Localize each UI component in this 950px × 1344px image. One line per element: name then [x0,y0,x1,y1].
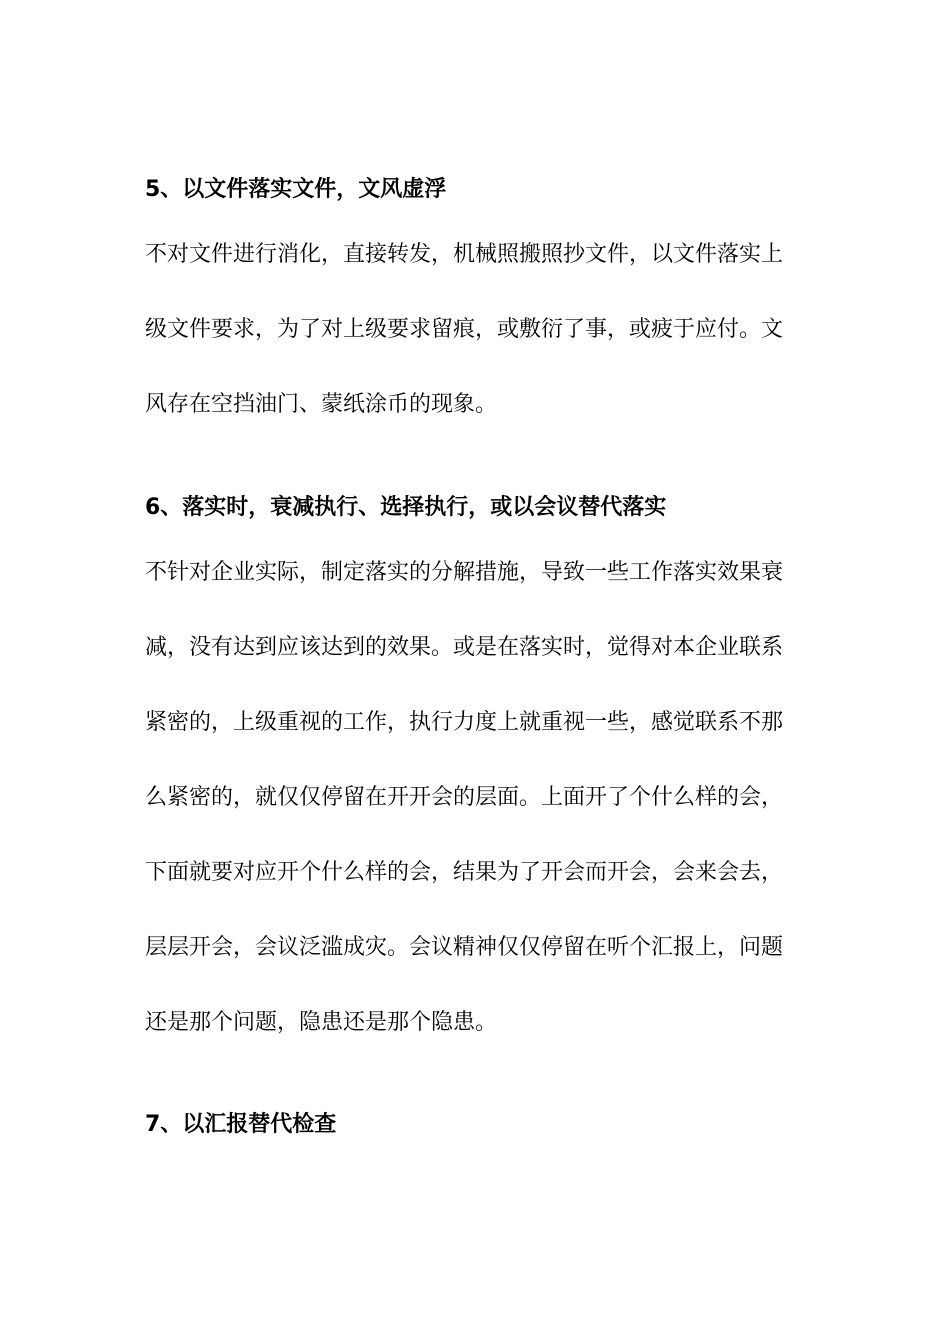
paragraph-line: 还是那个问题，隐患还是那个隐患。 [145,1010,498,1035]
paragraph-line: 层层开会，会议泛滥成灾。会议精神仅仅停留在听个汇报上，问题 [145,935,784,960]
section-heading-6: 6、落实时，衰减执行、选择执行，或以会议替代落实 [145,495,667,520]
paragraph-line: 减，没有达到应该达到的效果。或是在落实时，觉得对本企业联系 [145,635,784,660]
paragraph-line: 不针对企业实际，制定落实的分解措施，导致一些工作落实效果衰 [145,560,784,585]
paragraph-line: 级文件要求，为了对上级要求留痕，或敷衍了事，或疲于应付。文 [145,317,784,342]
paragraph-line: 下面就要对应开个什么样的会，结果为了开会而开会，会来会去， [145,860,784,885]
section-heading-7: 7、以汇报替代检查 [145,1112,337,1137]
paragraph-line: 不对文件进行消化，直接转发，机械照搬照抄文件，以文件落实上 [145,242,784,267]
section-heading-5: 5、以文件落实文件，文风虚浮 [145,177,447,202]
paragraph-line: 么紧密的，就仅仅停留在开开会的层面。上面开了个什么样的会， [145,785,784,810]
paragraph-line: 紧密的，上级重视的工作，执行力度上就重视一些，感觉联系不那 [145,710,784,735]
paragraph-line: 风存在空挡油门、蒙纸涂币的现象。 [145,392,498,417]
